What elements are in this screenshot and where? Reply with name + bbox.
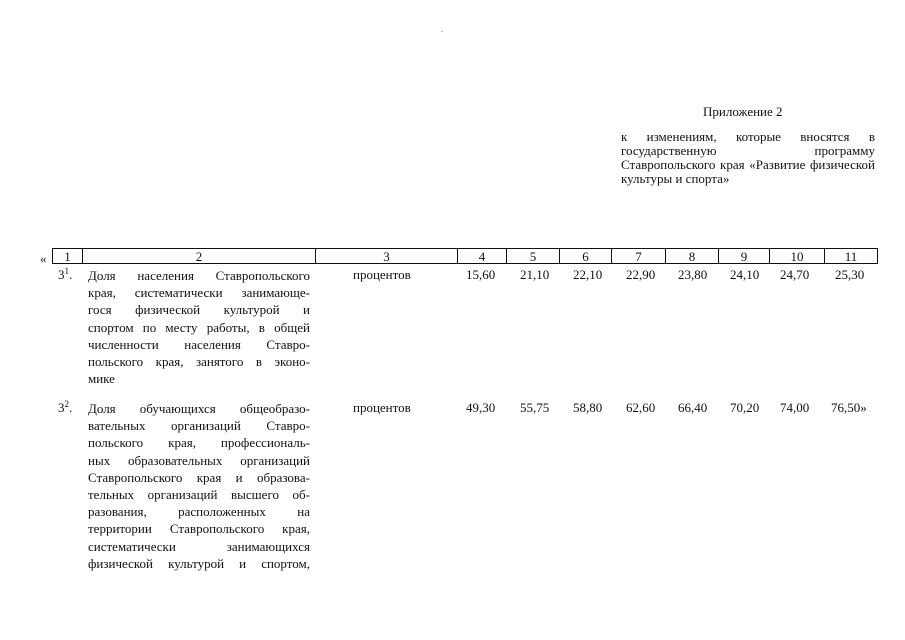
table-row-description [88,400,310,572]
description-line: спортом по месту работы, в общей [88,319,310,335]
description-line: тельных организаций высшего об- [88,487,310,503]
description-line: численности населения Ставро- [88,336,310,352]
table-header-col-4: 4 [457,248,506,264]
table-cell-value: 49,30 [466,400,496,415]
table-header-col-1: 1 [52,248,82,264]
table-row-description [88,267,310,387]
appendix-title: Приложение 2 [703,104,783,119]
table-cell-value: 23,80 [678,267,708,282]
table-row-number: $3^2$. [58,399,73,415]
table-row-unit: процентов [353,400,411,415]
description-line: систематически занимающихся [88,538,310,554]
table-cell-value: 62,60 [626,400,656,415]
table-header-col-8: 8 [665,248,718,264]
table-cell-value: 25,30 [835,267,865,282]
description-line: польского края, профессиональ- [88,435,310,451]
table-open-quote: « [40,251,47,266]
table-row-unit: процентов [353,267,411,282]
table-header-col-7: 7 [611,248,665,264]
table-cell-value: 58,80 [573,400,603,415]
scan-speck [441,31,443,32]
table-cell-value: 76,50» [831,400,867,415]
table-header-col-11: 11 [824,248,878,264]
table-cell-value: 21,10 [520,267,550,282]
description-line: края, систематически занимающе- [88,285,310,301]
table-cell-value: 22,10 [573,267,603,282]
description-line: разования, расположенных на [88,504,310,520]
description-line: вательных организаций Ставро- [88,418,310,434]
description-line: Доля обучающихся общеобразо- [88,401,310,416]
table-cell-value: 70,20 [730,400,760,415]
table-cell-value: 22,90 [626,267,656,282]
table-cell-value: 24,10 [730,267,760,282]
description-line: ных образовательных организаций [88,452,310,468]
table-header-col-3: 3 [315,248,457,264]
description-line: гося физической культурой и [88,302,310,318]
table-header-col-9: 9 [718,248,769,264]
table-header-col-5: 5 [506,248,559,264]
description-line: Ставропольского края и образова- [88,469,310,485]
description-line: мике [88,371,115,387]
table-cell-value: 15,60 [466,267,496,282]
description-line: физической культурой и спортом, [88,555,310,571]
description-line: Доля населения Ставропольского [88,268,310,283]
description-line: польского края, занятого в эконо- [88,354,310,370]
description-line: территории Ставропольского края, [88,521,310,537]
appendix-subtitle: к изменениям, которые вносятся в государственную программу Ставропольского края «Развитие физической культуры и спорта» [621,129,875,186]
table-row-number: $3^1$. [58,266,73,282]
table-header-col-10: 10 [769,248,824,264]
table-cell-value: 24,70 [780,267,810,282]
table-header-col-6: 6 [559,248,611,264]
table-cell-value: 66,40 [678,400,708,415]
table-cell-value: 74,00 [780,400,810,415]
table-header-col-2: 2 [82,248,315,264]
table-cell-value: 55,75 [520,400,550,415]
